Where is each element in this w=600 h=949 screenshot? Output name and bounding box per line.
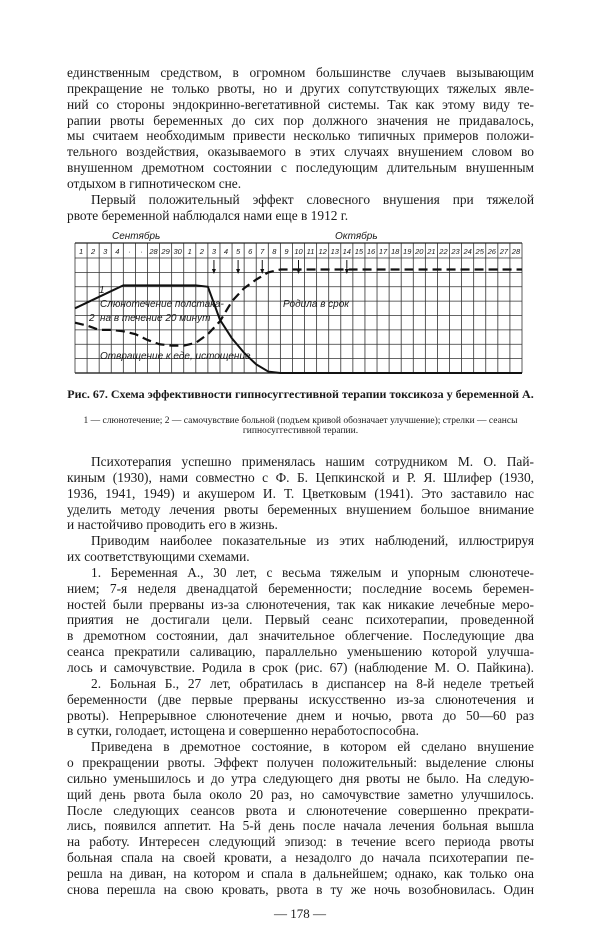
day-label: 8 xyxy=(272,247,277,256)
figure-caption-legend: 1 — слюнотечение; 2 — самочувствие больной (подъем кривой обозначает улучшение); стрелки — сеансы гипносуггестивной терапии. xyxy=(83,416,518,436)
session-arrowhead-icon xyxy=(297,269,301,274)
text-line: отдыхом в гипнотическом сне. xyxy=(67,175,242,191)
session-arrowhead-icon xyxy=(212,269,216,274)
text-line: Первый положительный эффект словесного внушения при тяжелой xyxy=(91,191,534,207)
text-line: в дремотном состоянии, дал значительное облегчение. Последующие два xyxy=(67,628,534,644)
day-label: · xyxy=(128,247,131,256)
day-labels xyxy=(79,247,521,256)
text-line: больная спала на своей кровати, а незадолго до начала психотерапии пе- xyxy=(67,850,534,866)
day-label: 25 xyxy=(475,247,484,256)
text-line: о прекращении рвоты. Эффект получен положительный: выделение слюны xyxy=(67,755,534,771)
text-line: 1. Беременная А., 30 лет, с весьма тяжелым и упорным слюнотече- xyxy=(91,564,534,580)
day-label: 4 xyxy=(223,247,229,256)
text-line: сильно уменьшилось и до утра следующего дня рвоты не было. На следую- xyxy=(67,770,534,786)
day-label: 30 xyxy=(173,247,182,256)
text-line: на работу. Интересен следующий эпизод: в течение всего периода рвоты xyxy=(67,834,534,850)
day-label: 26 xyxy=(487,247,496,256)
day-label: 4 xyxy=(115,247,120,256)
month-label-september: Сентябрь xyxy=(112,231,161,242)
text-line: Психотерапия успешно применялась нашим сотрудником М. О. Пай- xyxy=(91,454,534,469)
day-label: 20 xyxy=(415,247,424,256)
day-label: 11 xyxy=(306,247,315,256)
day-label: 15 xyxy=(354,247,364,256)
text-line: рапии рвоты беременных до сих пор должного значения не придавалось, xyxy=(67,112,534,128)
day-label: 12 xyxy=(318,247,327,256)
text-line: их соответствующими схемами. xyxy=(67,549,250,565)
text-line: сеанса прекратили саливацию, параллельно уменьшению которой улучша- xyxy=(67,644,534,660)
day-label: 3 xyxy=(211,247,217,256)
text-line: ностей были прерваны из-за слюнотечения, так как никакие лечебные меро- xyxy=(67,596,534,612)
text-block-bottom xyxy=(67,454,534,898)
day-label: 21 xyxy=(427,247,436,256)
page-number: — 178 — xyxy=(274,906,326,921)
text-line: киным (1930), нами совместно с Ф. Б. Цепкинской и Р. Я. Шлифер (1930, xyxy=(67,469,534,485)
day-label: 27 xyxy=(499,247,509,256)
month-label-october: Октябрь xyxy=(335,231,378,242)
day-label: 22 xyxy=(439,247,448,256)
day-label: 28 xyxy=(511,247,521,256)
session-arrowhead-icon xyxy=(260,269,264,274)
text-line: нием; 7-я неделя двенадцатой беременности; последние восемь беремен- xyxy=(67,580,534,596)
text-line: ний со стороны эндокринно-вегетативной системы. Так как этому виду те- xyxy=(67,96,534,112)
day-label: 9 xyxy=(284,247,289,256)
day-label: 13 xyxy=(330,247,339,256)
session-arrowhead-icon xyxy=(236,269,240,274)
day-label: 18 xyxy=(390,247,400,256)
day-label: 28 xyxy=(149,247,158,256)
text-line: Приводим наиболее показательные из этих наблюдений, иллюстрируя xyxy=(91,533,534,549)
annotation-aversion: Отвращение к еде, истощение xyxy=(100,351,251,362)
text-line: лись, появился аппетит. На 5-й день после начала лечения больная вышла xyxy=(67,818,534,834)
day-label: 10 xyxy=(294,247,303,256)
session-arrowhead-icon xyxy=(345,269,349,274)
text-line: и настойчиво проводить его в жизнь. xyxy=(67,517,278,533)
day-label: 24 xyxy=(463,247,472,256)
text-line: уделить методу лечения рвоты беременных внушением большое внимание xyxy=(67,501,534,517)
annotation-saliva-1: Слюнотечение полстака- xyxy=(100,299,224,310)
day-label: 5 xyxy=(236,247,241,256)
text-line: решла на диван, на котором и спала в дальнейшем; однако, как только она xyxy=(67,865,534,881)
annotation-saliva-2: на в течение 20 минут xyxy=(100,313,211,324)
day-label: 29 xyxy=(161,247,170,256)
text-line: рвоте беременной наблюдался нами еще в 1912 г. xyxy=(67,207,349,223)
text-line: Приведена в дремотное состояние, в котором ей сделано внушение xyxy=(91,739,534,755)
day-label: 23 xyxy=(451,247,460,256)
figure-caption-title: Рис. 67. Схема эффективности гипносуггестивной терапии токсикоза у беременной А. xyxy=(67,387,534,401)
text-line: внушенном дремотном состоянии с последующим длительным внушенным xyxy=(67,160,534,176)
text-line: щий день рвота была около 20 раз, но самочувствие заметно улучшилось. xyxy=(67,786,534,802)
day-label: 17 xyxy=(378,247,388,256)
day-label: 19 xyxy=(403,247,412,256)
day-label: 7 xyxy=(260,247,265,256)
day-label: 2 xyxy=(91,247,96,256)
figure-67-chart xyxy=(0,0,600,385)
curve-1-number: 1 xyxy=(99,285,105,296)
text-line: единственным средством, в огромном большинстве случаев вызывающим xyxy=(67,65,534,80)
day-label: 6 xyxy=(248,247,253,256)
text-line: лось и самочувствие. Родила в срок (рис. 67) (наблюдение М. О. Пайкина). xyxy=(67,659,534,675)
text-line: 1936, 1941, 1949) и акушером И. Т. Цветковым (1941). Это заставило нас xyxy=(67,485,534,501)
text-line: беременности (две первые прерваны искусственно из-за слюнотечения и xyxy=(67,691,534,707)
text-line: 2. Больная Б., 27 лет, обратилась в диспансер на 8-й неделе третьей xyxy=(91,675,534,691)
text-line: снова перешла на свою кровать, рвота в ту же ночь возобновилась. Один xyxy=(67,881,534,897)
text-line: в сутки, голодает, истощена и совершенно неработоспособна. xyxy=(67,723,419,739)
day-label: 1 xyxy=(187,247,192,256)
text-line: мы считаем необходимым привести несколько типичных примеров положи- xyxy=(67,128,534,144)
day-label: · xyxy=(140,247,143,256)
day-label: 2 xyxy=(199,247,204,256)
day-label: 1 xyxy=(78,247,84,256)
text-line: тельного воздействия, оказываемого в этих случаях внушением словом во xyxy=(67,144,534,160)
text-line: После следующих сеансов рвота и слюнотечение совершенно прекрати- xyxy=(67,802,534,818)
text-line: рвоты). Непрерывное слюнотечение днем и ночью, рвота до 50—60 раз xyxy=(67,707,534,723)
text-line: прекращение не только рвоты, но и других сопутствующих тяжелых явле- xyxy=(67,80,534,96)
curve-2-number: 2 xyxy=(89,313,95,324)
day-label: 16 xyxy=(366,247,376,256)
text-line: приятия не достигали цели. Первый сеанс психотерапии, проведенной xyxy=(67,612,534,628)
annotation-birth: Родила в срок xyxy=(283,299,350,310)
day-label: 3 xyxy=(103,247,108,256)
day-label: 14 xyxy=(342,247,351,256)
